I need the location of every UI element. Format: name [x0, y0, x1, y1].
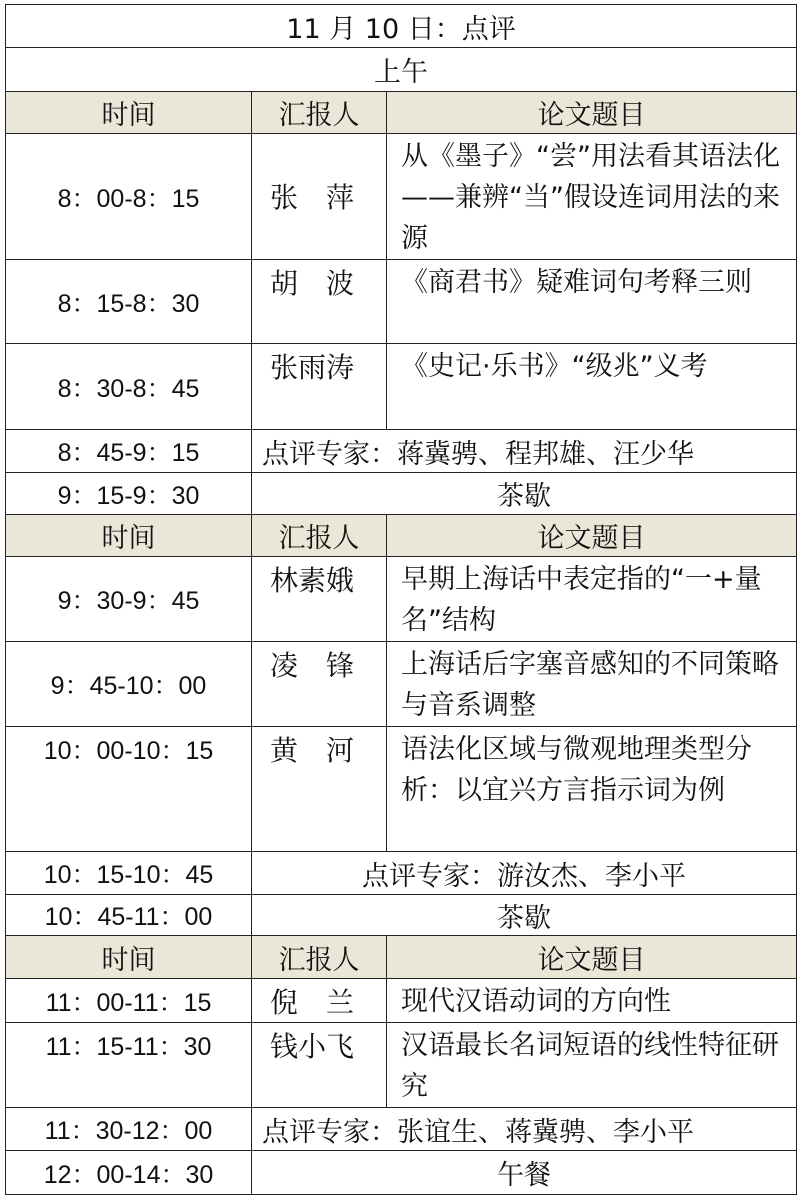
topic-cell: 语法化区域与微观地理类型分析：以宜兴方言指示词为例 — [387, 727, 797, 852]
table-row — [6, 557, 797, 642]
schedule-table — [5, 4, 797, 1195]
header-reporter: 汇报人 — [252, 936, 387, 979]
table-row — [6, 1023, 797, 1108]
header-reporter: 汇报人 — [252, 92, 387, 134]
reporter-cell: 钱小飞 — [252, 1023, 387, 1108]
reporter-cell: 凌 锋 — [252, 642, 387, 727]
table-row — [6, 727, 797, 852]
reporter-cell: 张雨涛 — [252, 344, 387, 430]
review-row — [6, 1108, 797, 1151]
header-row — [6, 936, 797, 979]
topic-cell: 《史记·乐书》“级兆”义考 — [387, 344, 797, 430]
table-row — [6, 260, 797, 344]
reporter-cell: 黄 河 — [252, 727, 387, 852]
reporter-cell: 林素娥 — [252, 557, 387, 642]
session-label: 上午 — [6, 48, 797, 92]
time-cell: 11：30-12：00 — [6, 1108, 252, 1151]
review-experts: 点评专家：游汝杰、李小平 — [252, 852, 797, 895]
header-row — [6, 515, 797, 557]
time-cell: 12：00-14：30 — [6, 1151, 252, 1195]
tea-break: 茶歇 — [252, 473, 797, 515]
time-cell: 10：45-11：00 — [6, 895, 252, 936]
reporter-cell: 胡 波 — [252, 260, 387, 344]
header-topic: 论文题目 — [387, 515, 797, 557]
table-row — [6, 134, 797, 260]
time-cell: 8：30-8：45 — [6, 344, 252, 430]
header-reporter: 汇报人 — [252, 515, 387, 557]
time-cell: 10：00-10：15 — [6, 727, 252, 852]
topic-cell: 汉语最长名词短语的线性特征研究 — [387, 1023, 797, 1108]
table-row — [6, 642, 797, 727]
time-cell: 11：00-11：15 — [6, 979, 252, 1023]
session-row — [6, 48, 797, 92]
review-row — [6, 852, 797, 895]
time-cell: 10：15-10：45 — [6, 852, 252, 895]
header-topic: 论文题目 — [387, 936, 797, 979]
time-cell: 11：15-11：30 — [6, 1023, 252, 1108]
time-cell: 9：45-10：00 — [6, 642, 252, 727]
header-row — [6, 92, 797, 134]
time-cell: 9：30-9：45 — [6, 557, 252, 642]
time-cell: 8：45-9：15 — [6, 430, 252, 473]
header-time: 时间 — [6, 515, 252, 557]
reporter-cell: 倪 兰 — [252, 979, 387, 1023]
topic-cell: 现代汉语动词的方向性 — [387, 979, 797, 1023]
time-cell: 8：00-8：15 — [6, 134, 252, 260]
reporter-cell: 张 萍 — [252, 134, 387, 260]
lunch-row — [6, 1151, 797, 1195]
topic-cell: 《商君书》疑难词句考释三则 — [387, 260, 797, 344]
header-topic: 论文题目 — [387, 92, 797, 134]
time-cell: 9：15-9：30 — [6, 473, 252, 515]
tea-break: 茶歇 — [252, 895, 797, 936]
header-time: 时间 — [6, 92, 252, 134]
table-row — [6, 344, 797, 430]
time-cell: 8：15-8：30 — [6, 260, 252, 344]
header-time: 时间 — [6, 936, 252, 979]
break-row — [6, 895, 797, 936]
topic-cell: 上海话后字塞音感知的不同策略与音系调整 — [387, 642, 797, 727]
table-row — [6, 979, 797, 1023]
lunch: 午餐 — [252, 1151, 797, 1195]
review-experts: 点评专家：蒋冀骋、程邦雄、汪少华 — [252, 430, 797, 473]
review-row — [6, 430, 797, 473]
title-row — [6, 5, 797, 48]
schedule-title: 11 月 10 日：点评 — [6, 5, 797, 48]
break-row — [6, 473, 797, 515]
topic-cell: 从《墨子》“尝”用法看其语法化——兼辨“当”假设连词用法的来源 — [387, 134, 797, 260]
review-experts: 点评专家：张谊生、蒋冀骋、李小平 — [252, 1108, 797, 1151]
topic-cell: 早期上海话中表定指的“一+量名”结构 — [387, 557, 797, 642]
